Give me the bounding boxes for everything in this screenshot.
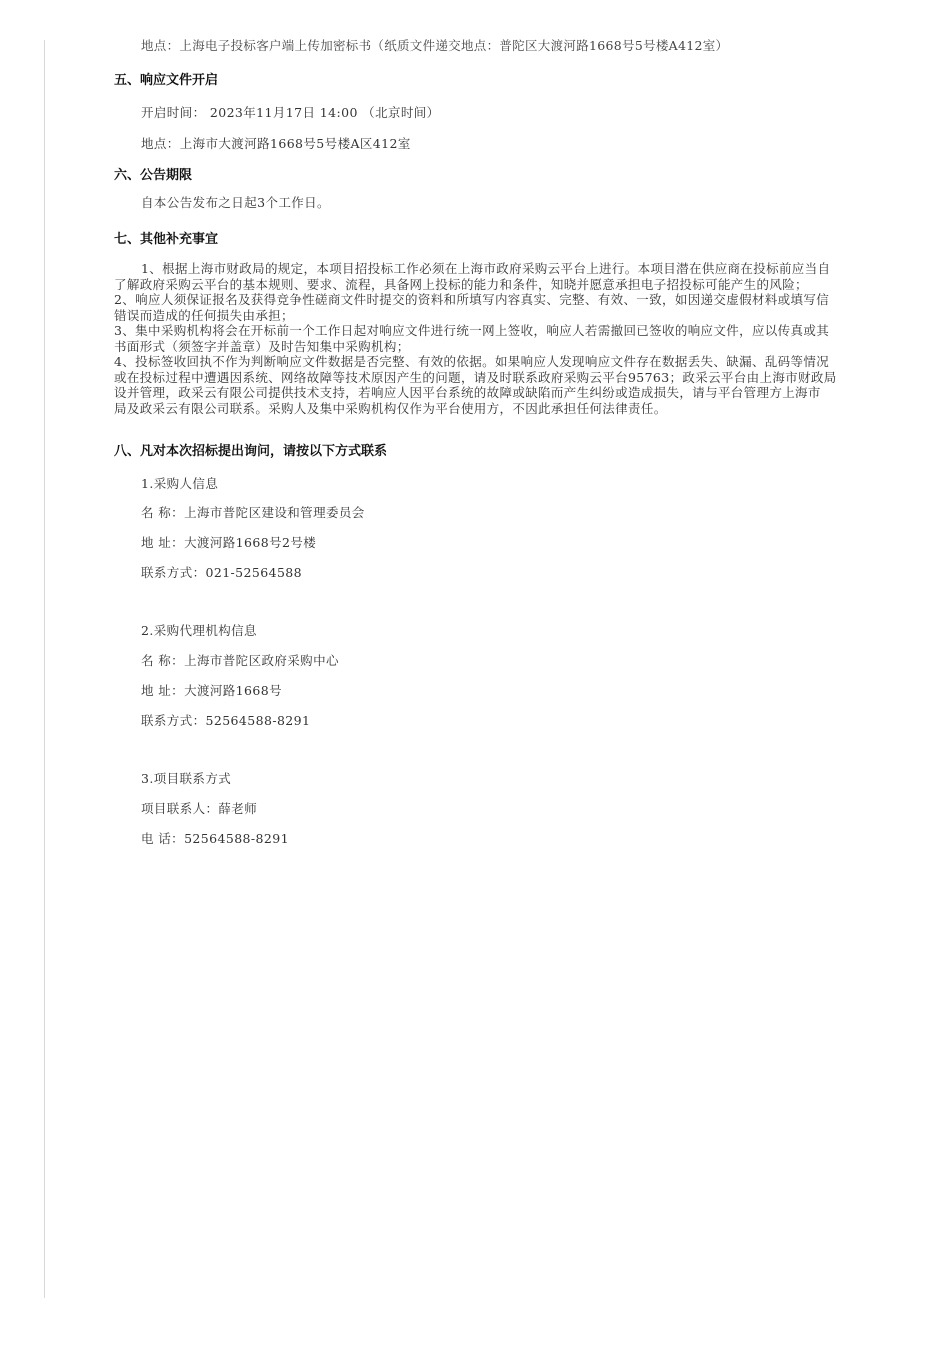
clipped-location-line: 地点：上海电子投标客户端上传加密标书（纸质文件递交地点：普陀区大渡河路1668号5号楼A412室） [141, 38, 729, 53]
section-5-title: 五、响应文件开启 [114, 73, 219, 88]
agency-address: 地 址：大渡河路1668号 [141, 683, 282, 698]
page-left-border [44, 40, 45, 1298]
section-6-title: 六、公告期限 [114, 168, 193, 183]
section-7-title: 七、其他补充事宜 [114, 232, 219, 247]
note-line: 3、集中采购机构将会在开标前一个工作日起对响应文件进行统一网上签收，响应人若需撤回已签收的响应文件，应以传真或其 [114, 323, 830, 338]
agency-contact: 联系方式：52564588-8291 [141, 713, 311, 728]
project-contact-person: 项目联系人：薛老师 [141, 801, 258, 816]
note-line: 4、投标签收回执不作为判断响应文件数据是否完整、有效的依据。如果响应人发现响应文件存在数据丢失、缺漏、乱码等情况 [114, 354, 830, 369]
project-contact-phone: 电 话：52564588-8291 [141, 831, 289, 846]
purchaser-contact: 联系方式：021-52564588 [141, 565, 303, 580]
open-location: 地点：上海市大渡河路1668号5号楼A区412室 [141, 136, 411, 151]
notice-period-text: 自本公告发布之日起3个工作日。 [141, 195, 330, 210]
note-line: 1、根据上海市财政局的规定，本项目招投标工作必须在上海市政府采购云平台上进行。本项目潜在供应商在投标前应当自 [141, 261, 831, 276]
note-line: 了解政府采购云平台的基本规则、要求、流程，具备网上投标的能力和条件，知晓并愿意承担电子招投标可能产生的风险； [114, 276, 808, 292]
agency-heading: 2.采购代理机构信息 [141, 623, 257, 638]
purchaser-name: 名 称：上海市普陀区建设和管理委员会 [141, 505, 365, 520]
note-line: 错误而造成的任何损失由承担； [114, 307, 294, 323]
purchaser-heading: 1.采购人信息 [141, 476, 219, 491]
note-line: 或在投标过程中遭遇因系统、网络故障等技术原因产生的问题，请及时联系政府采购云平台95763；政采云平台由上海市财政局 [114, 369, 837, 385]
note-line: 局及政采云有限公司联系。采购人及集中采购机构仅作为平台使用方，不因此承担任何法律责任。 [114, 400, 667, 416]
agency-name: 名 称：上海市普陀区政府采购中心 [141, 653, 339, 668]
note-line: 设并管理，政采云有限公司提供技术支持，若响应人因平台系统的故障或缺陷而产生纠纷或造成损失，请与平台管理方上海市 [114, 385, 821, 400]
section-8-title: 八、凡对本次招标提出询问，请按以下方式联系 [114, 444, 388, 459]
purchaser-address: 地 址：大渡河路1668号2号楼 [141, 535, 317, 550]
note-line: 2、响应人须保证报名及获得竞争性磋商文件时提交的资料和所填写内容真实、完整、有效、一致，如因递交虚假材料或填写信 [114, 292, 830, 307]
supplementary-notes [114, 261, 906, 416]
open-time: 开启时间： 2023年11月17日 14:00 （北京时间） [141, 105, 440, 120]
project-contact-heading: 3.项目联系方式 [141, 771, 232, 786]
note-line: 书面形式（须签字并盖章）及时告知集中采购机构； [114, 338, 410, 354]
